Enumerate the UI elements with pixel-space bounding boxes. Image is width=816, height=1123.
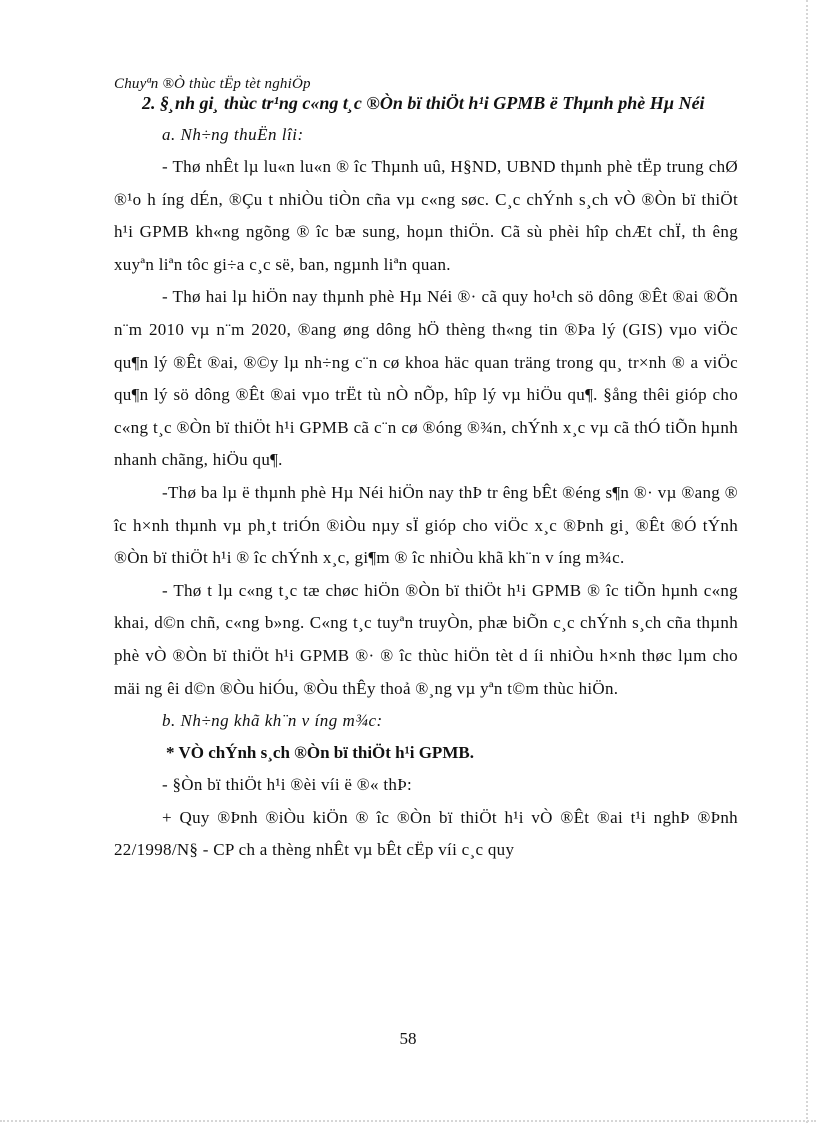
page-edge-right bbox=[806, 0, 808, 1123]
subsection-a-heading: a. Nh÷ng thuËn lîi: bbox=[162, 125, 304, 144]
paragraph-b2: + Quy ®Þnh ®iÒu kiÖn ® îc ®Òn bï thiÖt h¹i vÒ ®Êt ®ai t¹i nghÞ ®Þnh 22/1998/N§ - CP ch a thèng nhÊt vµ bÊt cËp víi c¸c quy bbox=[114, 807, 738, 860]
section-heading: 2. §¸nh gi¸ thùc tr¹ng c«ng t¸c ®Òn bï thiÖt h¹i GPMB ë Thµnh phè Hµ Néi bbox=[142, 93, 705, 113]
page-number: 58 bbox=[399, 1029, 417, 1048]
paragraph-a2: - Thø hai lµ hiÖn nay thµnh phè Hµ Néi ®· cã quy ho¹ch sö dông ®Êt ®ai ®Õn n¨m 2010 vµ n¨m 2020, ®ang øng dông hÖ thèng th«ng tin ®Þa lý (GIS) vµo viÖc qu¶n lý ®Êt ®ai, ®©y lµ nh÷ng c¨n cø khoa häc quan träng trong qu¸ tr×nh ® a viÖc qu¶n lý sö dông ®Êt ®ai vµo trËt tù nÒ nÕp, hîp lý vµ hiÖu qu¶. §ång thêi gióp cho c«ng t¸c ®Òn bï thiÖt h¹i GPMB cã c¨n cø ®óng ®¾n, chÝnh x¸c vµ cã thÓ tiÕn hµnh nhanh chãng, hiÖu qu¶. bbox=[114, 287, 738, 470]
subsection-b-heading: b. Nh÷ng khã kh¨n v íng m¾c: bbox=[162, 711, 383, 731]
paragraph-a4: - Thø t lµ c«ng t¸c tæ chøc hiÖn ®Òn bï thiÖt h¹i GPMB ® îc tiÕn hµnh c«ng khai, d©n chñ, c«ng b»ng. C«ng t¸c tuyªn truyÒn, phæ biÕn c¸c chÝnh s¸ch cña thµnh phè vÒ ®Òn bï thiÖt h¹i GPMB ®· ® îc thùc hiÖn tèt d íi nhiÒu h×nh thøc lµm cho mäi ng êi d©n ®Òu hiÓu, ®Òu thÊy thoả ®¸ng vµ yªn t©m thùc hiÖn. bbox=[114, 580, 738, 698]
paragraph-a3: -Thø ba lµ ë thµnh phè Hµ Néi hiÖn nay thÞ tr êng bÊt ®éng s¶n ®· vµ ®ang ® îc h×nh thµnh vµ ph¸t triÓn ®iÒu nµy sÏ gióp cho viÖc x¸c ®Þnh gi¸ ®Êt ®Ó tÝnh ®Òn bï thiÖt h¹i ® îc chÝnh x¸c, gi¶m ® îc nhiÒu khã kh¨n v íng m¾c. bbox=[114, 482, 738, 568]
policy-item-heading: * VÒ chÝnh s¸ch ®Òn bï thiÖt h¹i GPMB. bbox=[166, 743, 474, 763]
document-header-note: Chuyªn ®Ò thùc tËp tèt nghiÖp bbox=[114, 76, 311, 92]
paragraph-b1: - §Òn bï thiÖt h¹i ®èi víi ë ®« thÞ: bbox=[162, 775, 412, 795]
paragraph-a1: - Thø nhÊt lµ lu«n lu«n ® îc Thµnh uû, H§ND, UBND thµnh phè tËp trung chØ ®¹o h íng dÉn, ®Çu t nhiÒu tiÒn cña vµ c«ng søc. C¸c chÝnh s¸ch vÒ ®Òn bï thiÖt h¹i GPMB kh«ng ngõng ® îc bæ sung, hoµn thiÖn. Cã sù phèi hîp chÆt chÏ, th êng xuyªn liªn tôc gi÷a c¸c së, ban, ngµnh liªn quan. bbox=[114, 157, 738, 274]
page-edge-bottom bbox=[0, 1120, 816, 1122]
document-body bbox=[114, 88, 738, 867]
